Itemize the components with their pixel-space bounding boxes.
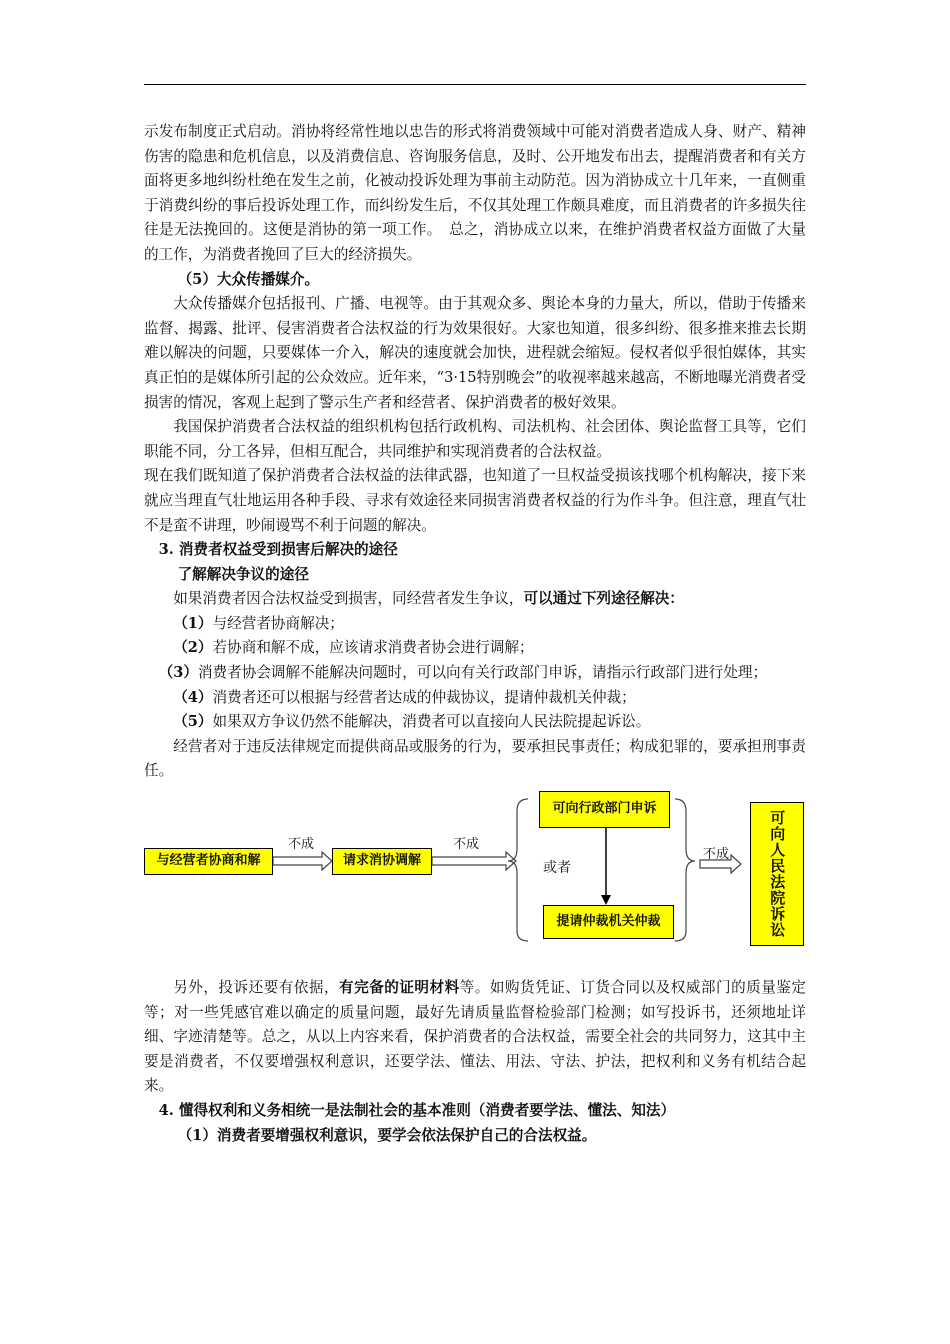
evidence-paragraph [144, 976, 806, 1099]
evidence-text-1: 另外，投诉还要有依据， [173, 979, 340, 997]
way-item-1 [144, 612, 806, 637]
flowchart-arrows [144, 791, 806, 966]
document-body [144, 120, 806, 1148]
media-heading: （5）大众传播媒介。 [177, 270, 320, 288]
way-number: （3） [158, 664, 198, 682]
fail-label: 不成 [288, 837, 315, 853]
arrow-admin-to-arbitrate-head [601, 895, 611, 905]
intro-text: 如果消费者因合法权益受到损害，同经营者发生争议， [173, 590, 524, 608]
way-number: （2） [173, 639, 213, 657]
liability-paragraph: 经营者对于违反法律规定而提供商品或服务的行为，要承担民事责任；构成犯罪的，要承担刑事责任。 [144, 737, 806, 780]
section-3-heading: 3. 消费者权益受到损害后解决的途径 [158, 541, 398, 559]
header-rule [144, 84, 806, 85]
section-3-subheading: 了解解决争议的途径 [177, 565, 309, 583]
box-court: 可向人民法院诉讼 [750, 802, 804, 946]
way-item-5 [144, 710, 806, 735]
way-item-4 [144, 686, 806, 711]
box-negotiate: 与经营者协商和解 [144, 848, 273, 875]
box-mediate: 请求消协调解 [332, 848, 432, 875]
section-3-intro [144, 587, 806, 612]
left-brace [508, 799, 528, 941]
dispute-resolution-flowchart [144, 791, 806, 966]
box-arbitration: 提请仲裁机关仲裁 [543, 905, 674, 939]
way-text: 如果双方争议仍然不能解决，消费者可以直接向人民法院提起诉讼。 [212, 713, 651, 731]
section-4-subheading: （1）消费者要增强权利意识，要学会依法保护自己的合法权益。 [177, 1126, 597, 1144]
fail-label: 不成 [453, 837, 480, 853]
evidence-bold: 有完备的证明材料 [339, 979, 460, 997]
media-paragraph-3: 现在我们既知道了保护消费者合法权益的法律武器，也知道了一旦权益受损该找哪个机构解决，接下来就应当理直气壮地运用各种手段、寻求有效途径来同损害消费者权益的行为作斗争。但注意，理直气壮不是蛮不讲理，吵闹谩骂不利于问题的解决。 [144, 467, 806, 534]
fail-label: 不成 [703, 847, 730, 863]
way-number: （5） [173, 713, 213, 731]
way-text: 消费者还可以根据与经营者达成的仲裁协议，提请仲裁机关仲裁； [212, 688, 636, 706]
or-label: 或者 [543, 860, 571, 877]
way-text: 与经营者协商解决； [212, 614, 344, 632]
right-brace [675, 799, 695, 941]
intro-bold-text: 可以通过下列途径解决： [523, 590, 684, 608]
paragraph-consumer-association: 示发布制度正式启动。消协将经常性地以忠告的形式将消费领域中可能对消费者造成人身、财产、精神伤害的隐患和危机信息，以及消费信息、咨询服务信息，及时、公开地发布出去，提醒消费者和有关方面将更多地纠纷杜绝在发生之前，化被动投诉处理为事前主动防范。因为消协成立十几年来，一直侧重于消费纠纷的事后投诉处理工作，而纠纷发生后，不仅其处理工作颇具难度，而且消费者的许多损失往往是无法挽回的。这便是消协的第一项工作。 总之，消协成立以来，在维护消费者权益方面做了大量的工作，为消费者挽回了巨大的经济损失。 [144, 123, 806, 263]
media-paragraph-2: 我国保护消费者合法权益的组织机构包括行政机构、司法机构、社会团体、舆论监督工具等，它们职能不同，分工各异，但相互配合，共同维护和实现消费者的合法权益。 [144, 418, 806, 460]
way-text: 消费者协会调解不能解决问题时，可以向有关行政部门申诉，请指示行政部门进行处理； [197, 664, 768, 682]
section-4-heading: 4. 懂得权利和义务相统一是法制社会的基本准则（消费者要学法、懂法、知法） [158, 1102, 676, 1119]
way-number: （4） [173, 688, 213, 706]
media-paragraph-1: 大众传播媒介包括报刊、广播、电视等。由于其观众多、舆论本身的力量大，所以，借助于传播来监督、揭露、批评、侵害消费者合法权益的行为效果很好。大家也知道，很多纠纷、很多推来推去长期难以解决的问题，只要媒体一介入，解决的速度就会加快，进程就会缩短。侵权者似乎很怕媒体，其实真正怕的是媒体所引起的公众效应。近年来，“3·15特别晚会”的收视率越来越高，不断地曝光消费者受损害的情况，客观上起到了警示生产者和经营者、保护消费者的极好效果。 [144, 295, 806, 411]
evidence-text-2: 等。如购货凭证、订货合同以及权威部门的质量鉴定等；对一些凭感官难以确定的质量问题，最好先请质量监督检验部门检测；如写投诉书，还须地址详细、字迹清楚等。总之，从以上内容来看，保护消费者的合法权益，需要全社会的共同努力，这其中主要是消费者，不仅要增强权利意识，还要学法、懂法、用法、守法、护法，把权利和义务有机结合起来。 [144, 979, 806, 1095]
way-text: 若协商和解不成，应该请求消费者协会进行调解； [212, 639, 534, 657]
way-item-2 [144, 636, 806, 661]
way-item-3 [144, 661, 806, 686]
box-admin-appeal: 可向行政部门申诉 [539, 791, 670, 828]
way-number: （1） [173, 614, 213, 632]
